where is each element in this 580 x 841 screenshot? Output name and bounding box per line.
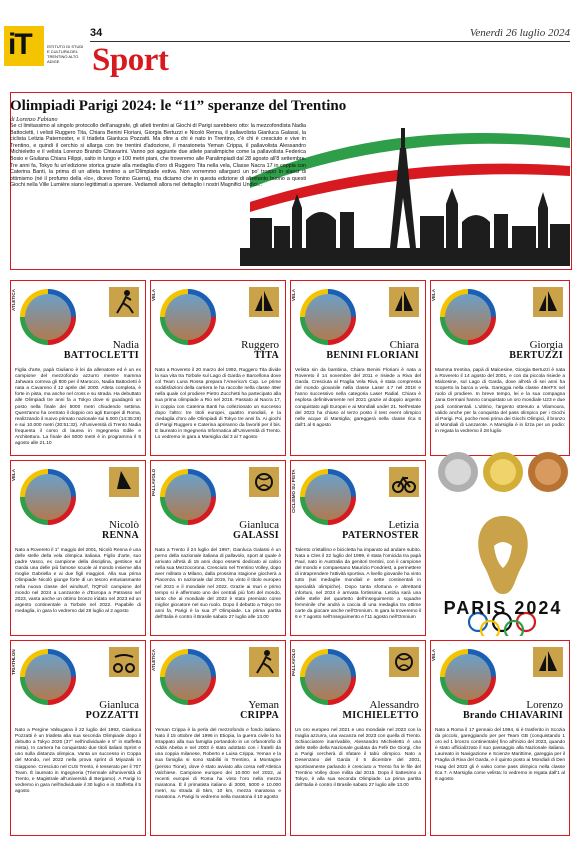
athlete-photo [160,469,216,525]
logo-letters: iT [8,28,31,61]
triathlon-icon [109,647,139,677]
volleyball-icon [389,647,419,677]
section-title: Sport [92,42,169,78]
athlete-first-name: Letizia [388,519,419,531]
athlete-first-name: Gianluca [99,699,139,711]
athlete-bio: Mamma trentina, papà di Malcesine, Giorgia Bertuzzi è nata a Rovereto il 14 agosto del 2001, e con da piccola risiede a Malcesine, sul Lago di Garda, dove all'età di sei anni ha scoperto la barca a vela. Gareggia nella classe 49erFX nel ruolo di prodiere. In breve tempo, lei e la sua compagna Jana Germani hanno conquistato un oro mondiale U23 e due podi continentali. L'ultimo, l'argento ottenuto a Vilamoura, valido anche per la conquista del pass olimpico per i Giochi di Parigi. Poi, poche mesi prima dei Giochi Olimpici, il bronzo al Mondiali di Lanzarote. A Marsiglia è in lizza per un podio: in regata la vedremo il 28 luglio [435,368,565,434]
athlete-first-name: Nadia [112,339,139,351]
discipline-label: ATLETICA [11,289,16,311]
athlete-last-name: Brando CHIAVARINI [462,710,563,721]
athlete-card [10,460,146,636]
athlete-photo [440,649,496,705]
athlete-card [150,640,286,836]
discipline-label: VELA [431,289,436,302]
athlete-first-name: Yeman [248,699,279,711]
athlete-card [430,280,570,456]
lead-byline: di Lorenzo Fabiano [10,117,58,123]
volleyball-icon [249,467,279,497]
athlete-card [430,640,570,836]
athlete-first-name: Nicolò [109,519,139,531]
lead-headline: Olimpiadi Parigi 2024: le “11” speranze del Trentino [10,98,347,114]
athlete-bio: Nato a Rovereto il 1° maggio del 2001, Nicolò Renna è una delle stelle della vela olimpica italiana. Figlio d'arte, suo padre Vasco, ex campione della disciplina, gestisce sul Garda una delle più famose scuole al mondo insieme alla moglie Gabriella e ai due figli maggiori. Alla sua prima Olimpiade Nicolò giunge forte di un tesoro entusiasmante nella nuova classe del windsurf, l'IQFoil: campione del mondo nel 2024 a Lanzarote e d'Europa a Patrasso nel 2023, vanta anche un ottimo bronzo iridato nel 2023 ed un argento continentale a Torbole nel 2022. Papabile di medaglia, in gara lo vedremo dal 28 luglio al 2 agosto [15,548,141,614]
athlete-last-name: BENINI FLORIANI [326,350,419,361]
windsurf-icon [109,467,139,497]
running-icon [249,647,279,677]
discipline-label: VELA [11,469,16,482]
discipline-label: PALLAVOLO [291,649,296,677]
lead-body: Se ci limitassimo al singolo protocollo dell'anagrafe, gli atleti trentini ai Giochi di Parigi sarebbero otto: la mezzofondista Nadia Battocletti, i velisti Ruggero Tita, Chiara Benini Floriani, Giorgia Bertuzzi e Nicolò Renna, il pallavolista Gianluca Galassi, la ciclista Letizia Paternoster, e il triatleta Gianluca Pozzatti. Ma oltre a chi è nato in Trentino, c'è chi è cresciuto e vive in Trentino, e quindi il cerchio si allarga con tre trentini d'adozione, il maratoneta Yeman Crippa, il pallavolista Alessandro Michieletto e il velista Lorenzo Brando Chiavarini. Vanno poi aggiunte due atlete paralimpiche come la pallavolista Federica Bosio e Giuliana Chiara Filippi, salto in lungo e 100 metri piani, che troveremo alle Paralimpiadi dal 28 agosto all'8 settembre. Tre anni fa, Tokyo fu un'edizione storica grazie alla medaglia d'oro di Ruggero Tita nella vela, Classe Nacra 17 in coppia con Caterina Banti, la prima di un atleta trentino a un'Olimpiade estiva. Non vorremmo allargarci un po' troppo in slanci di ottimismo (né il profumo della «lo», dicevo Tonino Guerra), ma diciamo che in questa edizione di altretanto buono a questi Giochi nella Ville Lumière siano legittimati a sperare. Vediamoli allora nel dettaglio i nostri Magnifici Undici... [10,123,306,189]
athlete-bio: Velista sin da bambina, Chiara Benini Floriani è nata a Rovereto il 14 novembre del 2011 e risiede a Riva del Garda. Cresciuta al Fraglia Vela Riva, è stata compressa del mondo giovanile nella classe Laser 4.7 nel 2018 e l'anno successivo nella categoria Laser Radial. Chiara è esplosa definitivamente nel 2021 grazie al doppio argento conquistato agli Europei e ai Mondiali under 21. Nell'estate del 2023 ha chiuso al terzo posto il test event olimpico nelle acque di Marsiglia; gareggerà nella classe Ilca 6 dall'1 al 6 agosto [295,368,421,428]
athlete-last-name: TITA [254,350,279,361]
athlete-card [290,640,426,836]
discipline-label: CICLISMO SU PISTA [291,469,296,513]
athlete-last-name: GALASSI [232,530,279,541]
athlete-bio: Talento cristallino e bicicletta ha imparato ad andare subito. Nata a Cles il 22 luglio del 1999, è stata l'omicida tra papà Paul, nato in Australia da genitori trentini, con il campione del mondo e compaesano Maurizio Fondriest, a permettere di intraprendere l'attività sportiva. A livello giovanile ha vinto tutto (sei medaglie mondiali e sette continentali in specialità olimpiche). Dopo tanta sfortuna e altrettanti infortuni, nel 2024 è arrivata fortissima. Letizia sarà una delle stelle del quartetto dell'inseguimento a squadre femminile che andrà a caccia di una medaglia tra ottime carte da giocare anche nell'Omnium. In gara la troveremo il 6 e 7 agosto nell'Inseguimento e l'11 agosto nell'Omnium [295,548,421,621]
athlete-first-name: Gianluca [239,519,279,531]
discipline-label: PALLAVOLO [151,469,156,497]
discipline-label: ATLETICA [151,649,156,671]
athlete-photo [20,289,76,345]
athlete-card [290,280,426,456]
issue-date: Venerdì 26 luglio 2024 [469,27,570,39]
paris-2024-wordmark: PARIS 2024 [443,598,563,618]
athlete-first-name: Chiara [389,339,419,351]
athlete-card [290,460,426,636]
athlete-photo [160,289,216,345]
athlete-last-name: POZZATTI [85,710,139,721]
logo-caption: ISTITUTO DI STUDI E CULTURA DEL TRENTINO ALTO ADIGE [47,44,84,64]
cycling-icon [389,467,419,497]
athlete-first-name: Alessandro [369,699,419,711]
athlete-last-name: BATTOCLETTI [63,350,139,361]
athlete-first-name: Ruggero [241,339,279,351]
athlete-card [150,280,286,456]
athlete-photo [20,469,76,525]
athlete-photo [300,469,356,525]
olympic-medals-illustration [434,448,572,496]
athlete-photo [20,649,76,705]
athlete-last-name: MICHIELETTO [342,710,419,721]
athlete-card [150,460,286,636]
athlete-first-name: Lorenzo [526,699,563,711]
athlete-bio: Nato a Trento il 24 luglio del 1997, Gianluca Galassi è un perno della nazionale italiana di pallavolo, sport al quale è arrivato all'età di 15 anni dopo essersi dedicato al calcio nella sua Mezzocorona. Cresciuto nel Trentino Volley, dopo aver militato a Milano, dalla prossima stagione giocherà a Piacenza. In nazionale dal 2019, ha vinto il titolo europeo nel 2021 e il mondiale nel 2022. Grazie ai muri e primo tempo si è affermato uno dei centrali più forti del mondo, tanto che al mondiale del 2022 è stato premiato come miglior giocatore nel suo ruolo. Dopo il debutto a Tokyo tre anni fa, Parigi è la sua 2ª Olimpiade. La prima partita dell'Italia è contro il Brasile sabato 27 luglio alle 13.00 [155,548,281,621]
sailing-icon [389,287,419,317]
sailing-icon [249,287,279,317]
discipline-label: VELA [151,289,156,302]
athlete-card [10,640,146,836]
athlete-bio: Nato a Roma il 17 gennaio del 1994, si è trasferito in Scozia da piccolo, gareggiando per per Team GB (conquistando 1 oro ed 1 bronzo continentale) fino all'inizio del 2023, quando è stato ufficializzato il suo passaggio alla Nazionale italiana. Laureato in Navigazione e Scienze Marittime, gareggia per il Fraglia di Riva del Garda, e il quinto posto ai Mondiali di Den Haag del 2023 gli è valso come pass olimpico nella classe Ilca 7. A Marsiglia come velista: lo vedremo in regata dall'1 al 6 agosto [435,728,565,782]
athlete-photo [300,289,356,345]
athlete-last-name: RENNA [101,530,139,541]
running-icon [109,287,139,317]
athlete-bio: Nato a Pergine Valsugana il 22 luglio del 1993, Gianluca Pozzatti è un triatleta alla sua seconda Olimpiade dopo il debutto a Tokyo 2020 (37° nell'individuale e 8° in staffetta mista). In carriera ha conquistato due titoli italiani Sprint e uno sulla distanza olimpica. Vanta un successo in Coppa del Mondo, nel 2022 nella prova sprint di Miyazaki in Giappone. Cresciuto nel CUS Trento, è tesserato per il 707 Team. È laureato in Ingegneria (Triennale all'università di Trento, e Magistrale all'università di Bergamo). A Parigi lo vedremo in gara nell'individuale il 30 luglio e in Staffetta il 5 agosto [15,728,141,794]
athlete-bio: Yeman Crippa è la perla del mezzofondo e fondo italiano. Nato il 15 ottobre del 1996 in Etiopia, la guerra civile lo ha strappato alla sua famiglia portandolo in un orfanotrofio di Addis Abeba e nel 2003 è stato adottato con i fratelli da una coppia milanese, Roberto e Luisa Crippa. Yeman e la sua famiglia si sono stabiliti in Trentino, a Montagne (persso Tione), dove è stato avviato alla corsa nell'Atletica Valchiese. Campione europeo dei 10.000 nel 2022, ai recenti europei di Roma ha vinto l'oro nella mezza maratona. È il primatista italiano di 3000, 5000 e 10.000 metri, su strada di 5km, 10 km, mezza maratona e maratona. A Parigi lo vedremo nella maratona il 10 agosto [155,728,281,801]
sailing-icon [533,647,563,677]
discipline-label: VELA [291,289,296,302]
athlete-card [10,280,146,456]
athlete-last-name: CRIPPA [240,710,279,721]
athlete-last-name: PATERNOSTER [342,530,419,541]
discipline-label: TRIATHLON [11,649,16,675]
sailing-icon [533,287,563,317]
page-number: 34 [90,27,103,39]
athlete-bio: Nato a Rovereto il 20 marzo del 1992, Ruggero Tita divide la sua vita tra Torbole sul Lago di Garda e Barcellona dove col Team Luna Rossa prepara l'America's Cup. Le prime soddisfazioni della carriera le ha raccolte nella classe 49er nella quale col prodiere Pietro Zucchetti ha partecipato alla sua prima olimpiade a Rio nel 2016. Passato al Nacra 17, in coppia con Caterina Banti ha collezionato un successo dopo l'altro: tre titoli europei, quattro mondiali, e la medaglia d'oro alle Olimpiadi di Tokyo tre anni fa. Ai giochi di Parigi Ruggero e Caterina apriranno da favoriti per il bis. E laureato in Ingegneria Informatica all'Università di Trento. Lo vedremo in gara a Marsiglia dal 3 al 7 agosto [155,368,281,441]
athlete-photo [300,649,356,705]
athlete-first-name: Giorgia [529,339,563,351]
athlete-photo [160,649,216,705]
athlete-last-name: BERTUZZI [509,350,563,361]
athlete-photo [440,289,496,345]
publication-logo [4,26,44,66]
athlete-bio: Un oro europeo nel 2021 e uno mondiale nel 2023 con la maglia azzurra, una vacanza nel 2023 con quella di Trento. Schiacciatore inarrivabile, Alessandro Michieletto è una delle stelle della Nazionale guidata da Fefè De Giorgi, che a Parigi cercherà di sfatare il tabù olimpico. Nato a Desenzano del Garda il 5 dicembre del 2001, sportivamente parlando è cresciuto a Trento fra le file del Trentino Volley dove milita dal 2015. Dopo il battesimo a Tokyo, è alla sua seconda Olimpiade. La prima partita dell'Italia è contro il Brasile sabato 27 luglio alle 13.00 [295,728,421,788]
discipline-label: VELA [431,649,436,662]
athlete-bio: Figlia d'arte, papà Giuliano è lei da allenatore ed è un ex campione del mezzofondo azzurro mentre mamma Jahwara correva gli 800 per il Marocco, Nadia Battocletti è nata a Cavareno il 12 aprile del 2000. Atleta completa, è forte in pista, ma anche nel cross e su strada. Ha debuttato alle Olimpiadi tre anni fa a Tokyo dove si guadagnò un posto nella finale dei 5000 metri chiudendo settima. Quest'anno ha centrato il doppio oro agli Europei di Roma, realizzando il nuovo primato nazionale sui 5.000 (14:35:29) e sui 10.000 metri (30:51:32). All'università di Trento Nadia frequenta il corso di laurea in Ingegneria Edile e Architettura. La finale dei 5000 metri è in programma il 5 agosto alle 21.10 [15,368,141,447]
